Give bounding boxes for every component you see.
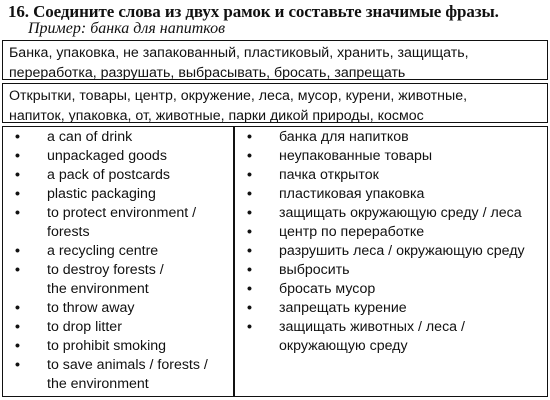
- russian-phrase-item-text: пластиковая упаковка: [279, 186, 425, 202]
- russian-phrase-item-text: защищать животных / леса /: [279, 319, 465, 335]
- english-phrase-item: [15, 242, 230, 261]
- bullet-icon: •: [247, 262, 252, 278]
- english-phrase-item-text: plastic packaging: [47, 186, 156, 202]
- bullet-icon: •: [15, 205, 20, 221]
- russian-phrase-item: [247, 299, 542, 318]
- russian-phrase-item: [247, 318, 542, 337]
- bullet-icon: •: [247, 205, 252, 221]
- answer-table: [2, 126, 548, 397]
- russian-phrase-item-text: пачка открыток: [279, 167, 379, 183]
- russian-phrase-item-text: запрещать курение: [279, 300, 407, 316]
- english-phrase-item: [15, 185, 230, 204]
- bullet-icon: •: [247, 319, 252, 335]
- bullet-icon: •: [15, 129, 20, 145]
- russian-phrase-item: [247, 242, 542, 261]
- bullet-icon: •: [15, 262, 20, 278]
- bullet-icon: •: [15, 338, 20, 354]
- word-box-2-line: напиток, упаковка, от, животные, парки дикой природы, космос: [9, 108, 424, 124]
- word-box-2-line: Открытки, товары, центр, окружение, леса, мусор, курени, животные,: [9, 88, 468, 104]
- russian-phrases-column: [247, 128, 542, 356]
- russian-phrase-item: [247, 185, 542, 204]
- russian-phrase-item-text: центр по переработке: [279, 224, 425, 240]
- english-phrase-item: [15, 318, 230, 337]
- russian-phrase-item-text: защищать окружающую среду / леса: [279, 205, 522, 221]
- bullet-icon: •: [247, 186, 252, 202]
- word-box-1: [2, 40, 548, 80]
- russian-phrase-item-text: разрушить леса / окружающую среду: [279, 243, 525, 259]
- bullet-icon: •: [15, 148, 20, 164]
- english-phrase-item-text: to drop litter: [47, 319, 122, 335]
- example-phrase: Пример: банка для напитков: [28, 20, 226, 37]
- english-phrase-item-text: the environment: [47, 281, 149, 297]
- english-phrase-item-text: a recycling centre: [47, 243, 159, 259]
- english-phrase-item-text: a can of drink: [47, 129, 133, 145]
- english-phrase-item: [15, 337, 230, 356]
- bullet-icon: •: [15, 243, 20, 259]
- word-box-1-line: переработка, разрушать, выбрасывать, бросать, запрещать: [9, 65, 406, 81]
- bullet-icon: •: [247, 281, 252, 297]
- russian-phrase-item: [247, 128, 542, 147]
- russian-phrase-item: [247, 166, 542, 185]
- bullet-icon: •: [15, 357, 20, 373]
- english-phrase-item: [15, 375, 230, 394]
- bullet-icon: •: [15, 186, 20, 202]
- english-phrase-item: [15, 280, 230, 299]
- english-phrase-item-text: to save animals / forests /: [47, 357, 208, 373]
- russian-phrase-item-text: бросать мусор: [279, 281, 376, 297]
- bullet-icon: •: [247, 243, 252, 259]
- english-phrase-item: [15, 261, 230, 280]
- english-phrase-item: [15, 147, 230, 166]
- bullet-icon: •: [15, 300, 20, 316]
- exercise-title: 16. Соедините слова из двух рамок и составьте значимые фразы.: [8, 2, 499, 21]
- english-phrase-item-text: unpackaged goods: [47, 148, 167, 164]
- russian-phrase-item-text: выбросить: [279, 262, 350, 278]
- english-phrase-item-text: to prohibit smoking: [47, 338, 167, 354]
- english-phrase-item: [15, 128, 230, 147]
- russian-phrase-item: [247, 147, 542, 166]
- english-phrase-item-text: to protect environment /: [47, 205, 197, 221]
- english-phrase-item-text: a pack of postcards: [47, 167, 171, 183]
- english-phrase-item: [15, 166, 230, 185]
- russian-phrase-item: [247, 223, 542, 242]
- bullet-icon: •: [247, 167, 252, 183]
- russian-phrase-item-text: неупакованные товары: [279, 148, 433, 164]
- russian-phrase-item: [247, 337, 542, 356]
- bullet-icon: •: [15, 319, 20, 335]
- russian-phrase-item-text: окружающую среду: [279, 338, 408, 354]
- word-box-2: [2, 83, 548, 123]
- bullet-icon: •: [247, 300, 252, 316]
- english-phrase-item: [15, 356, 230, 375]
- bullet-icon: •: [247, 129, 252, 145]
- english-phrase-item-text: to throw away: [47, 300, 135, 316]
- english-phrase-item: [15, 299, 230, 318]
- english-phrases-column: [15, 128, 230, 394]
- english-phrase-item-text: the environment: [47, 376, 149, 392]
- bullet-icon: •: [15, 167, 20, 183]
- russian-phrase-item: [247, 204, 542, 223]
- english-phrase-item: [15, 223, 230, 242]
- russian-phrase-item: [247, 280, 542, 299]
- word-box-1-line: Банка, упаковка, не запакованный, пластиковый, хранить, защищать,: [9, 45, 469, 61]
- column-divider: [233, 127, 235, 396]
- russian-phrase-item: [247, 261, 542, 280]
- bullet-icon: •: [247, 224, 252, 240]
- russian-phrase-item-text: банка для напитков: [279, 129, 409, 145]
- english-phrase-item: [15, 204, 230, 223]
- english-phrase-item-text: forests: [47, 224, 90, 240]
- english-phrase-item-text: to destroy forests /: [47, 262, 164, 278]
- bullet-icon: •: [247, 148, 252, 164]
